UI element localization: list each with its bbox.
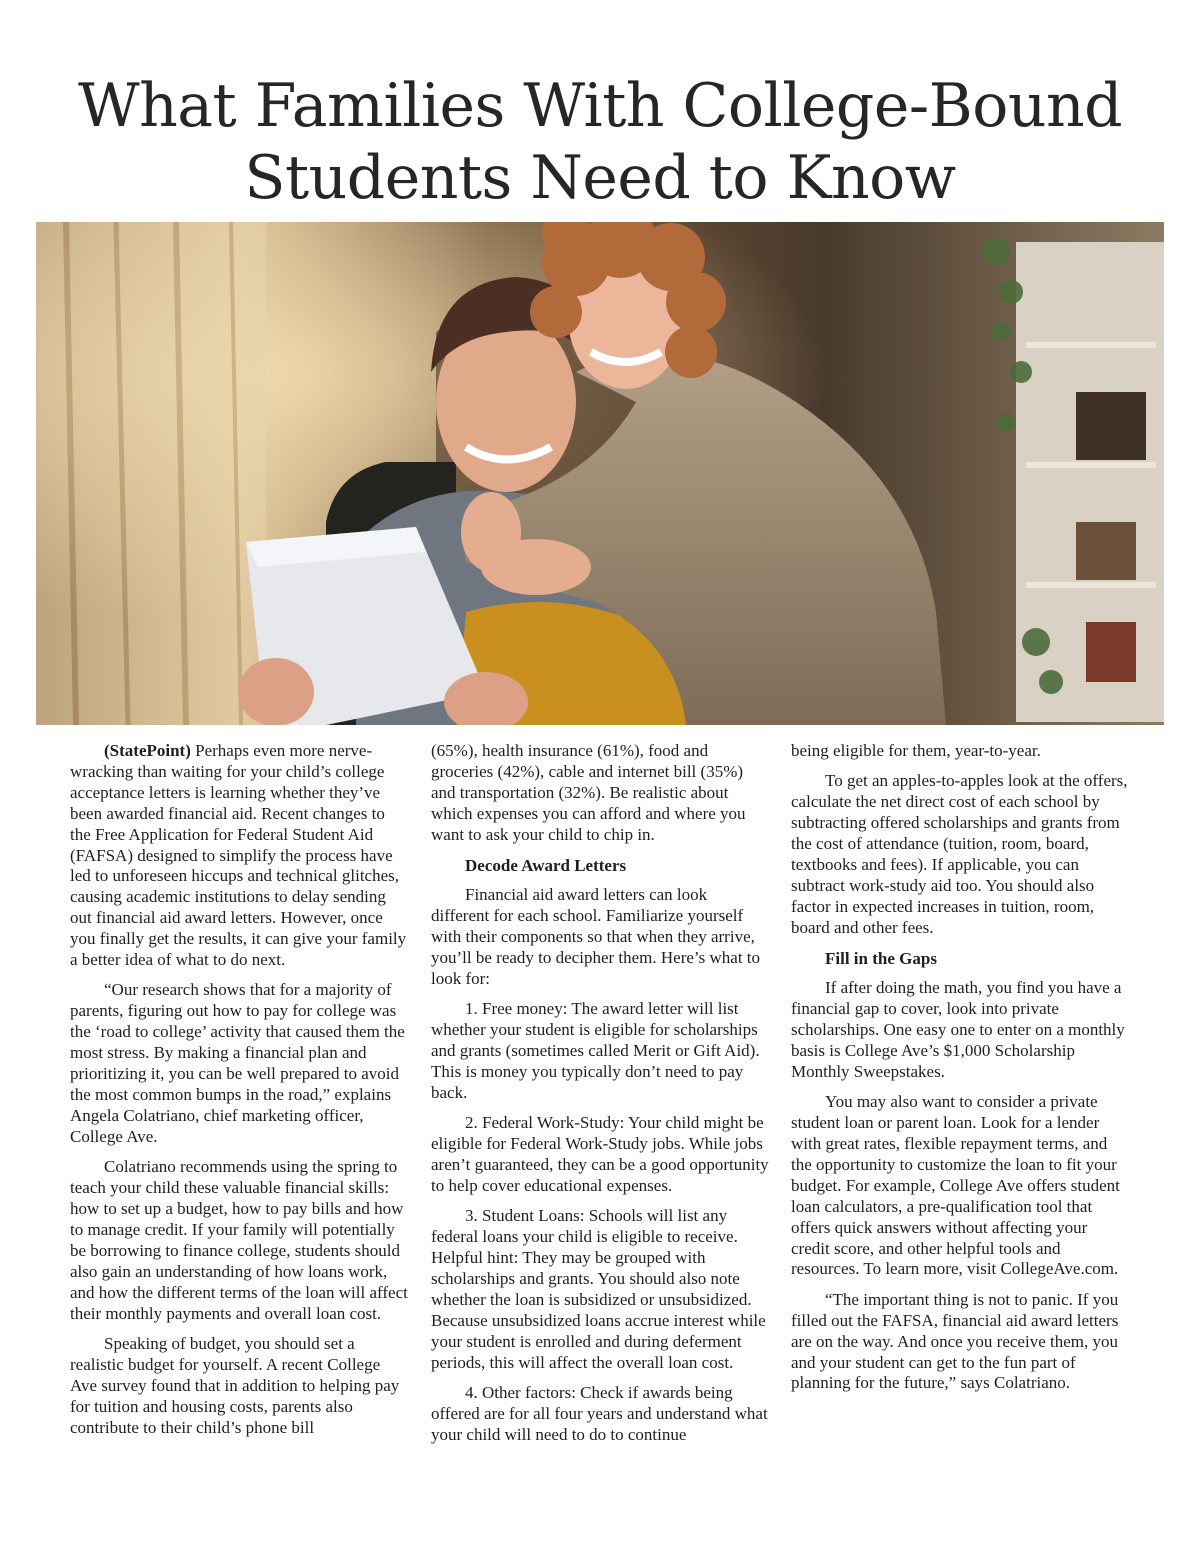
body-paragraph: To get an apples-to-apples look at the offers, calculate the net direct cost of each school by subtracting offered scholarships and grants from the cost of attendance (tuition, room, board, textbooks and fees). If applicable, you can subtract work-study aid too. You should also factor in expected increases in tuition, room, board and other fees. bbox=[791, 771, 1128, 937]
body-paragraph: Speaking of budget, you should set a realistic budget for yourself. A recent College Ave survey found that in addition to helping pay for tuition and housing costs, parents also contribute to their child’s phone bill bbox=[70, 1333, 400, 1437]
list-paragraph: 4. Other factors: Check if awards being offered are for all four years and understand what your child will need to do to continue bbox=[431, 1382, 768, 1444]
section-heading: Fill in the Gaps bbox=[825, 949, 937, 969]
headline-line-2: Students Need to Know bbox=[244, 143, 956, 213]
body-paragraph: “The important thing is not to panic. If you filled out the FAFSA, financial aid award letters are on the way. And once you receive them, you and your student can get to the fun part of planning for the future,” says Colatriano. bbox=[791, 1289, 1119, 1393]
dateline: (StatePoint) bbox=[104, 741, 191, 760]
body-paragraph: (65%), health insurance (61%), food and groceries (42%), cable and internet bill (35%) and transportation (32%). Be realistic about which expenses you can afford and where you want to ask your child to chip in. bbox=[431, 741, 746, 844]
body-paragraph: If after doing the math, you find you have a financial gap to cover, look into private scholarships. One easy one to enter on a monthly basis is College Ave’s $1,000 Scholarship Monthly Sweepstakes. bbox=[791, 978, 1125, 1081]
paragraph-text: Perhaps even more nerve-wracking than waiting for your child’s college acceptance letters is learning whether they’ve been awarded financial aid. Recent changes to the Free Application for Federal Student Aid (FAFSA) designed to simplify the process have led to unforeseen hiccups and technical glitches, causing academic institutions to delay sending out financial aid award letters. However, once you finally get the results, it can give your family a better idea of what to do next. bbox=[70, 741, 407, 970]
article-photo bbox=[36, 222, 1164, 725]
body-paragraph: “Our research shows that for a majority of parents, figuring out how to pay for college was the ‘road to college’ activity that caused them the most stress. By making a financial plan and prioritizing it, you can be well prepared to avoid the most common bumps in the road,” explains Angela Colatriano, chief marketing officer, College Ave. bbox=[70, 980, 405, 1146]
body-paragraph: You may also want to consider a private student loan or parent loan. Look for a lender with great rates, flexible repayment terms, and the opportunity to customize the loan to fit your budget. For example, College Ave offers student loan calculators, a pre-qualification tool that offers quick answers without affecting your credit score, and other helpful tools and resources. To learn more, visit CollegeAve.com. bbox=[791, 1092, 1120, 1279]
body-paragraph: Colatriano recommends using the spring to teach your child these valuable financial skills: how to set up a budget, how to pay bills and how to manage credit. If your family will potentially be borrowing to finance college, students should also gain an understanding of how loans work, and how the different terms of the loan will affect their monthly payments and overall loan cost. bbox=[70, 1157, 408, 1323]
article-column-3 bbox=[791, 741, 1129, 1404]
article-column-2 bbox=[431, 741, 769, 1455]
body-paragraph bbox=[70, 741, 408, 971]
list-paragraph: 2. Federal Work-Study: Your child might be eligible for Federal Work-Study jobs. While jobs aren’t guaranteed, they can be a good opportunity to help cover educational expenses. bbox=[431, 1113, 769, 1195]
article-column-1 bbox=[70, 741, 408, 1448]
body-paragraph: being eligible for them, year-to-year. bbox=[791, 741, 1041, 760]
section-heading: Decode Award Letters bbox=[465, 856, 627, 876]
headline-line-1: What Families With College-Bound bbox=[77, 71, 1123, 141]
list-paragraph: 1. Free money: The award letter will list whether your student is eligible for scholarships and grants (sometimes called Merit or Gift Aid). This is money you typically don’t need to pay back. bbox=[431, 999, 760, 1102]
photo-illustration bbox=[36, 222, 1164, 725]
body-paragraph: Financial aid award letters can look different for each school. Familiarize yourself with their components so that when they arrive, you’ll be ready to decipher them. Here’s what to look for: bbox=[431, 885, 761, 988]
list-paragraph: 3. Student Loans: Schools will list any federal loans your child is eligible to receive. Helpful hint: They may be grouped with scholarships and grants. You should also note whether the loan is subsidized or unsubsidized. Because unsubsidized loans accrue interest while your student is enrolled and during deferment periods, this will affect the overall loan cost. bbox=[431, 1206, 766, 1372]
article-headline bbox=[60, 70, 1140, 214]
